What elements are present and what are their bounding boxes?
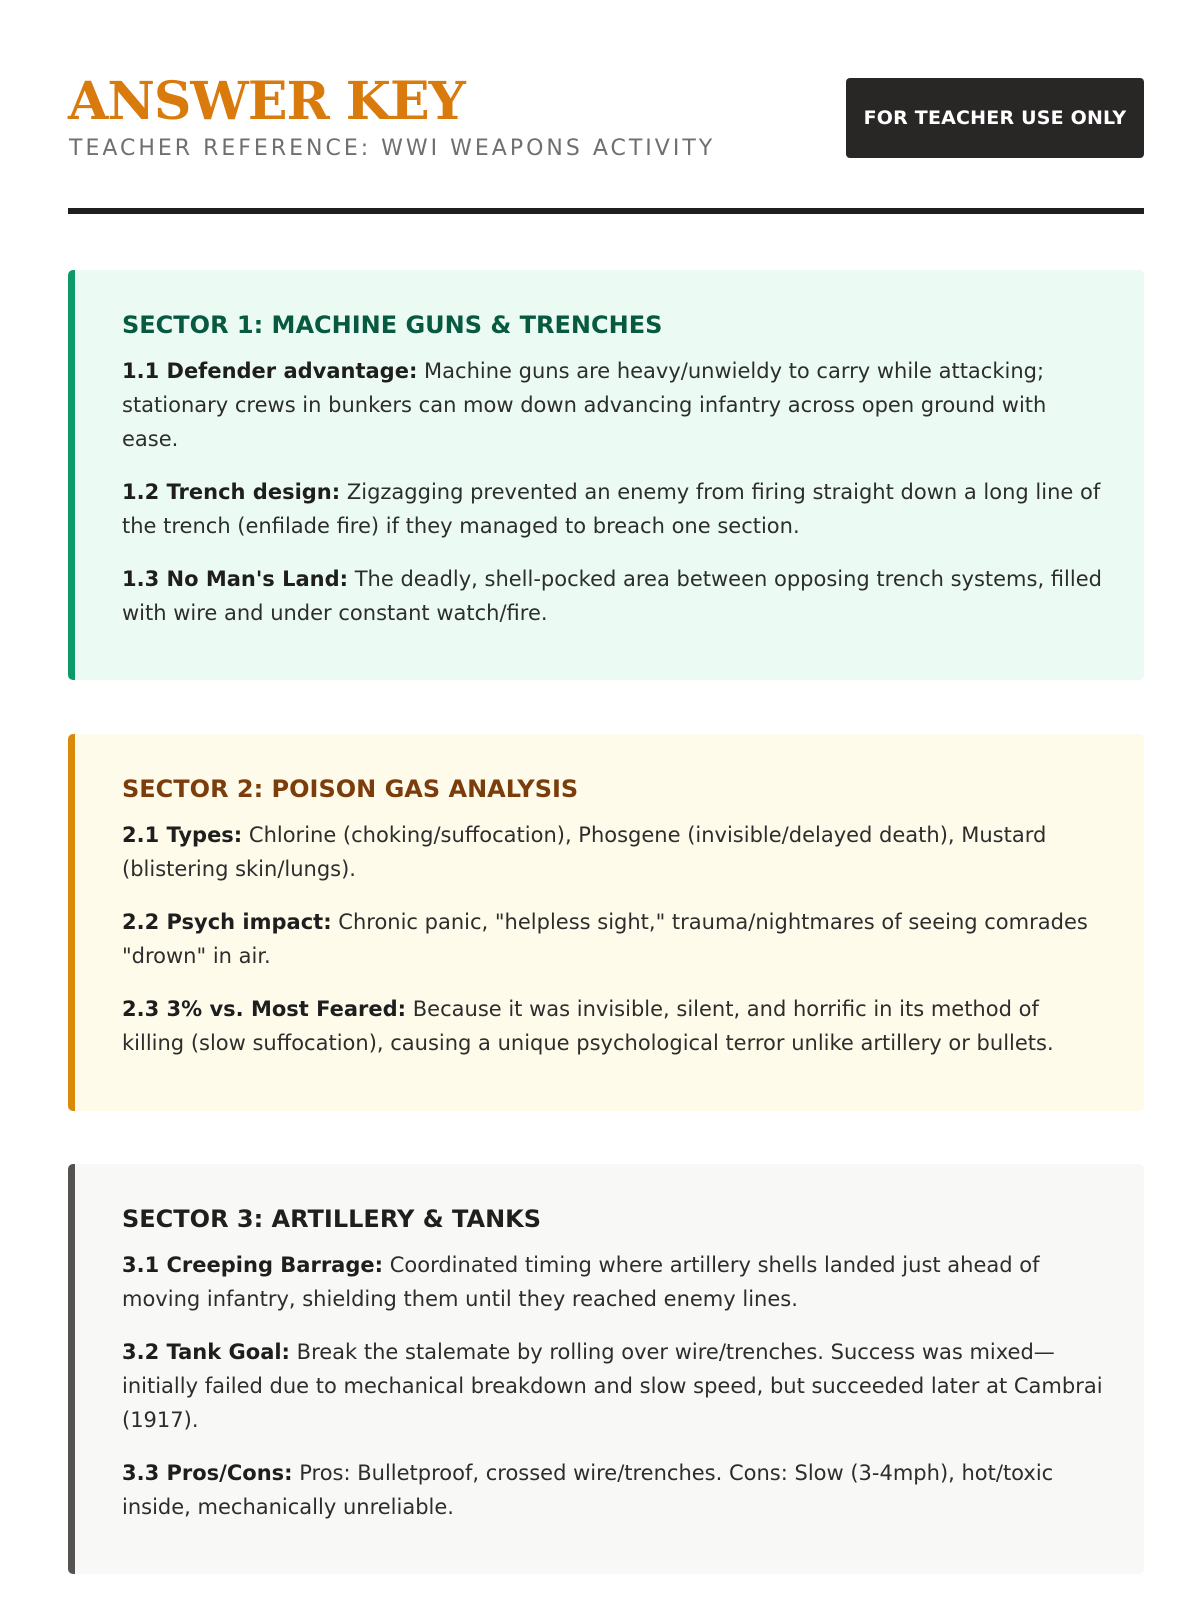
teacher-use-badge: FOR TEACHER USE ONLY — [846, 78, 1144, 158]
answer-label: 1.3 No Man's Land: — [122, 567, 349, 591]
answer-item — [122, 1248, 1104, 1316]
sector-heading: SECTOR 3: ARTILLERY & TANKS — [122, 1205, 542, 1233]
page-title: ANSWER KEY — [68, 71, 465, 132]
sector-poison-gas — [68, 734, 1144, 1111]
sector-machine-guns-trenches — [68, 270, 1144, 680]
answer-text: Because it was invisible, silent, and horrific in its method of killing (slow suffocation), causing a unique psychological terror unlike artillery or bullets. — [122, 997, 1054, 1055]
answer-label: 2.3 3% vs. Most Feared: — [122, 997, 407, 1021]
page-header — [68, 70, 1144, 212]
answer-item — [122, 905, 1104, 973]
answer-text: Break the stalemate by rolling over wire/trenches. Success was mixed—initially failed due to mechanical breakdown and slow speed, but succeeded later at Cambrai (1917). — [122, 1340, 1103, 1432]
answer-label: 1.2 Trench design: — [122, 480, 341, 504]
answer-label: 2.2 Psych impact: — [122, 910, 332, 934]
answer-label: 1.1 Defender advantage: — [122, 359, 418, 383]
sector-artillery-tanks — [68, 1164, 1144, 1574]
answer-text: Chronic panic, "helpless sight," trauma/nightmares of seeing comrades "drown" in air. — [122, 910, 1088, 968]
answer-text: Chlorine (choking/suffocation), Phosgene (invisible/delayed death), Mustard (blistering skin/lungs). — [122, 823, 1047, 881]
answer-text: Coordinated timing where artillery shells landed just ahead of moving infantry, shielding them until they reached enemy lines. — [122, 1253, 1040, 1311]
answer-label: 3.1 Creeping Barrage: — [122, 1253, 384, 1277]
answer-label: 3.2 Tank Goal: — [122, 1340, 290, 1364]
answer-item — [122, 1335, 1104, 1437]
answer-label: 3.3 Pros/Cons: — [122, 1461, 293, 1485]
answer-item — [122, 475, 1104, 543]
answer-text: Zigzagging prevented an enemy from firing straight down a long line of the trench (enfilade fire) if they managed to breach one section. — [122, 480, 1101, 538]
answer-item — [122, 818, 1104, 886]
answer-item — [122, 354, 1104, 456]
page-subtitle: TEACHER REFERENCE: WWI WEAPONS ACTIVITY — [69, 136, 716, 161]
answer-text: Pros: Bulletproof, crossed wire/trenches. Cons: Slow (3-4mph), hot/toxic inside, mechanically unreliable. — [122, 1461, 1054, 1519]
header-divider — [68, 208, 1144, 214]
answer-text: Machine guns are heavy/unwieldy to carry while attacking; stationary crews in bunkers can mow down advancing infantry across open ground with ease. — [122, 359, 1047, 451]
answer-text: The deadly, shell-pocked area between opposing trench systems, filled with wire and under constant watch/fire. — [122, 567, 1102, 625]
sector-heading: SECTOR 2: POISON GAS ANALYSIS — [122, 775, 579, 803]
answer-label: 2.1 Types: — [122, 823, 243, 847]
answer-item — [122, 1456, 1104, 1524]
answer-item — [122, 992, 1104, 1060]
sector-heading: SECTOR 1: MACHINE GUNS & TRENCHES — [122, 311, 663, 339]
answer-item — [122, 562, 1104, 630]
